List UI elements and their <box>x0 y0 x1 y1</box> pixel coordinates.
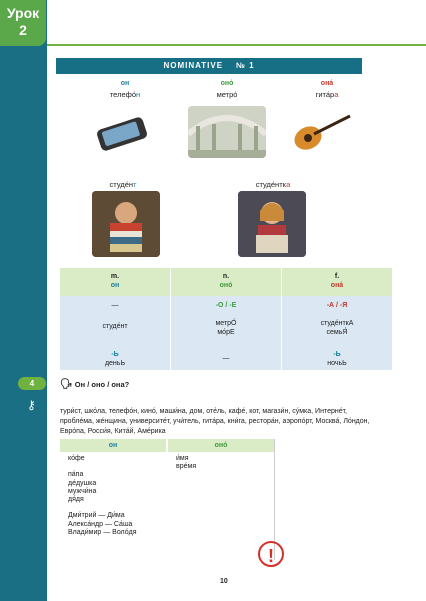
soft-ending: -Ь <box>111 351 119 358</box>
metro-station-icon <box>188 106 266 158</box>
word-ending: а <box>286 180 291 189</box>
example-masculine <box>65 322 165 331</box>
exceptions-header-it: оно́ <box>168 439 274 452</box>
list-item: де́душка <box>68 479 97 487</box>
sidebar <box>0 0 47 601</box>
soft-masculine <box>65 350 165 368</box>
male-student-icon <box>92 191 160 257</box>
gender-label: f. <box>334 273 340 280</box>
pronoun-she: она́ <box>320 80 334 87</box>
example-feminine <box>287 319 387 337</box>
section-header <box>56 58 362 74</box>
ending-masculine: — <box>111 302 119 309</box>
section-number: № 1 <box>235 61 255 70</box>
header-feminine <box>287 272 387 290</box>
list-item: мужчи́на <box>68 487 97 495</box>
grammar-table <box>60 268 392 370</box>
guitar-icon <box>288 108 354 156</box>
list-item: па́па <box>68 471 84 479</box>
word-guitar <box>292 90 362 99</box>
warning-icon: ! <box>258 541 284 567</box>
soft-example: деньЬ <box>104 360 126 367</box>
example-line: метрО́ <box>215 320 237 327</box>
word-base: студе́нтк <box>255 180 287 189</box>
section-title: NOMINATIVE <box>163 61 224 70</box>
word-base: гита́р <box>315 90 335 99</box>
example-line: мо́рЕ <box>217 329 235 336</box>
list-item: дя́дя <box>68 496 84 504</box>
list-item: Влади́мир — Воло́дя <box>68 528 137 536</box>
word-base: студе́н <box>109 180 134 189</box>
gender-label: n. <box>222 273 230 280</box>
key-icon: ⚷ <box>27 398 36 412</box>
word-student-m <box>88 180 158 189</box>
exceptions-header-he: он <box>60 439 166 452</box>
phone-icon <box>92 107 150 155</box>
lesson-number: 2 <box>19 22 27 38</box>
pronoun-it: оно́ <box>220 80 234 87</box>
gender-label: m. <box>110 273 120 280</box>
lesson-badge <box>0 0 46 46</box>
list-item: и́мя <box>176 455 189 462</box>
word-base: метро́ <box>216 90 238 99</box>
example-line: студе́нткА <box>320 320 354 327</box>
soft-feminine <box>287 350 387 368</box>
speaker-icon: 🗣 <box>60 379 73 390</box>
header-pronoun: она́ <box>330 282 344 289</box>
list-item: ко́фе <box>68 455 85 462</box>
example-neuter <box>176 319 276 337</box>
lesson-label: Урок <box>6 5 40 21</box>
exercise-question: Он / оно / она? <box>74 380 130 389</box>
exceptions-col-he <box>68 455 137 537</box>
list-item: вре́мя <box>176 463 197 471</box>
soft-neuter: — <box>222 355 230 362</box>
column-divider <box>170 268 171 370</box>
page-number: 10 <box>220 578 228 585</box>
example-line: студе́нт <box>102 323 128 330</box>
exercise-task <box>60 379 129 390</box>
header-pronoun: оно́ <box>219 282 233 289</box>
example-line: семьЯ́ <box>326 329 348 336</box>
header-neuter <box>176 272 276 290</box>
exceptions-col-it <box>176 455 196 471</box>
word-ending: а <box>334 90 339 99</box>
exceptions-table <box>60 439 275 560</box>
word-telephone <box>90 90 160 99</box>
column-divider <box>281 268 282 370</box>
female-student-icon <box>238 191 306 257</box>
word-ending: н <box>136 90 141 99</box>
ending-neuter: -О / -Е <box>215 302 237 309</box>
exercise-word-list: тури́ст, шко́ла, телефо́н, кино́, маши́на, дом, оте́ль, кафе́, кот, магази́н, су́мка, Интерне́т, пробле́ма, же́нщина, университе́т, учи́тель, гита́ра, кни́га, рестора́н, аэропо́рт, Москва́, Ло́ндон, Евро́па, Росси́я, Кита́й, Аме́рика <box>60 408 370 435</box>
soft-ending: -Ь <box>333 351 341 358</box>
exercise-number: 4 <box>18 377 46 390</box>
word-metro <box>192 90 262 99</box>
header-pronoun: он <box>110 282 120 289</box>
pronoun-he: он <box>120 80 130 87</box>
soft-example: ночьЬ <box>327 360 347 367</box>
list-item: Дми́трий — Ди́ма <box>68 512 125 520</box>
word-ending: т <box>133 180 137 189</box>
word-base: телефо́ <box>109 90 136 99</box>
word-student-f <box>238 180 308 189</box>
header-masculine <box>65 272 165 290</box>
ending-feminine: -А / -Я <box>326 302 348 309</box>
list-item: Алекса́ндр — Са́ша <box>68 520 133 528</box>
